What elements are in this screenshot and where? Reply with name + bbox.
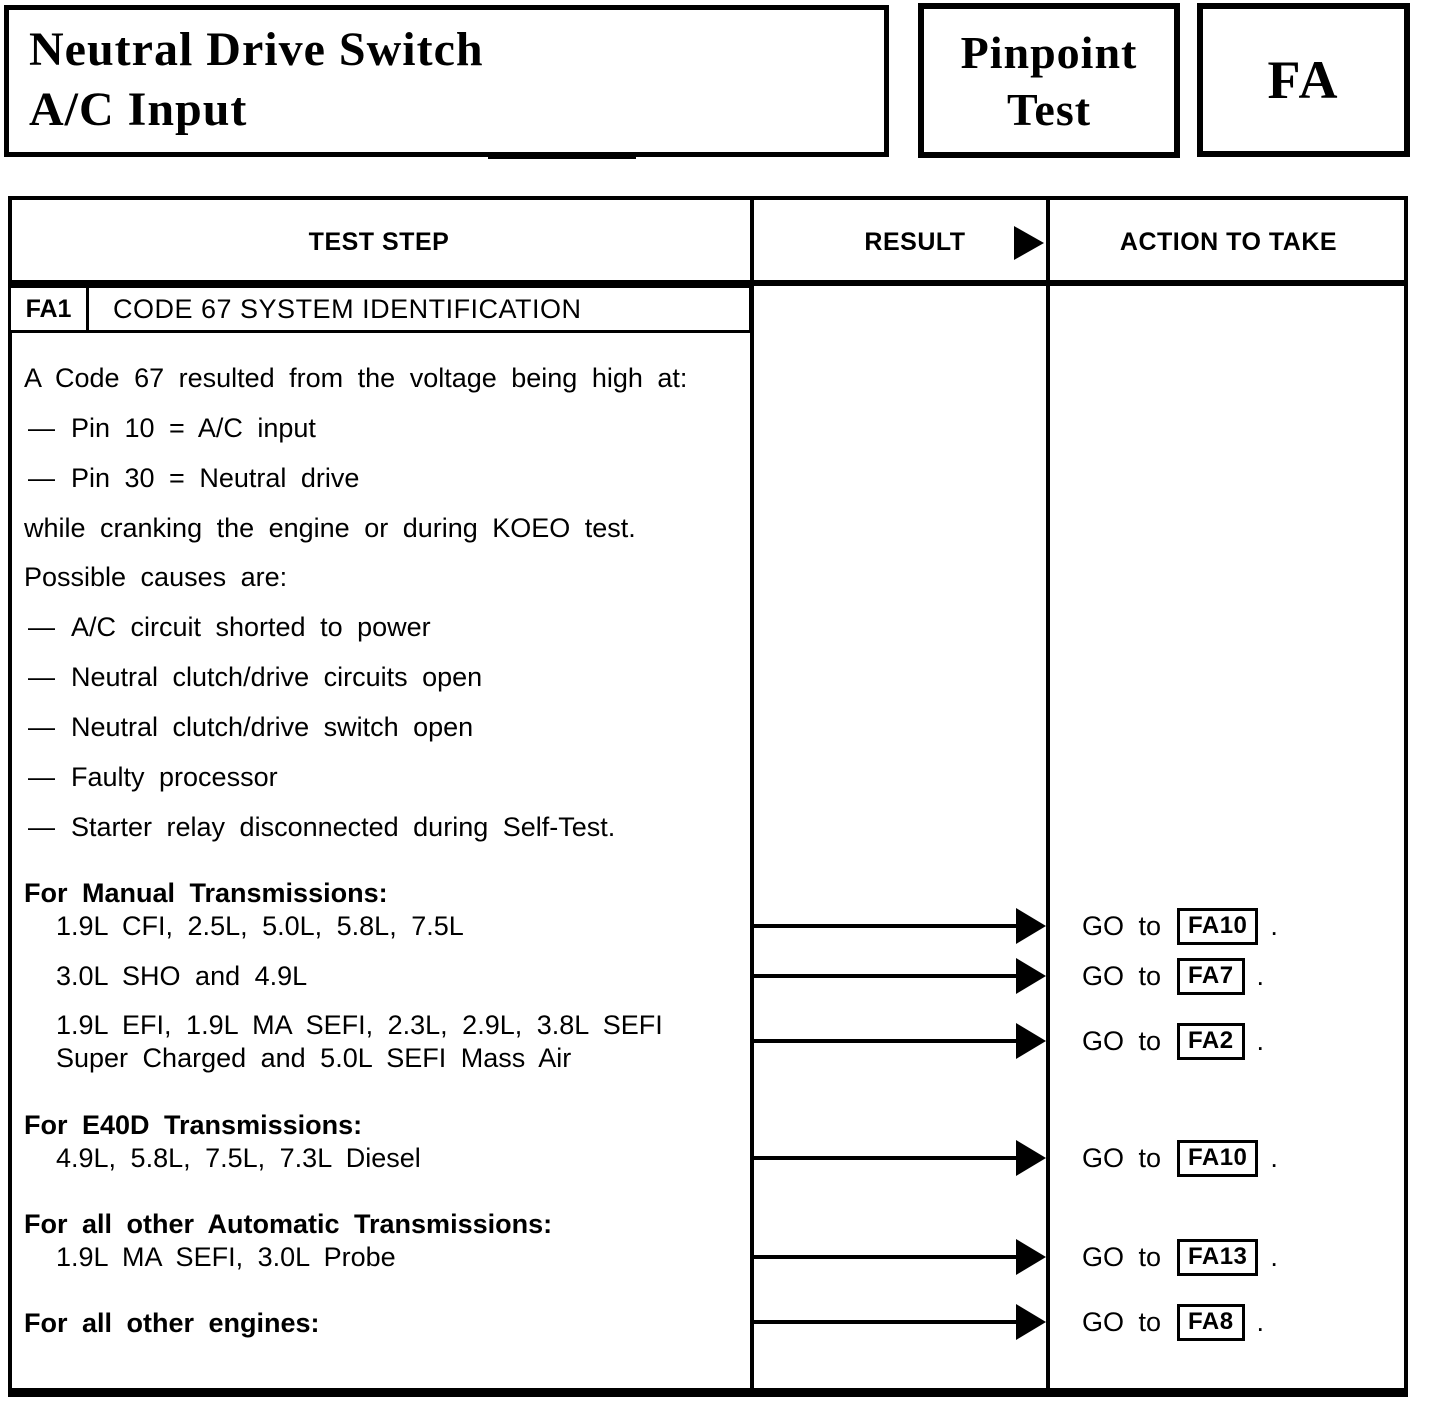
arrow-shaft <box>752 1156 1018 1160</box>
action-go-to <box>1082 907 1278 945</box>
section-heading-other-engines: For all other engines: <box>24 1308 320 1338</box>
action-go-to <box>1082 957 1264 995</box>
arrow-shaft <box>752 1320 1018 1324</box>
pin-list-item <box>28 462 359 495</box>
action-ref-box: FA8 <box>1177 1304 1245 1341</box>
action-ref-box: FA10 <box>1177 1140 1258 1177</box>
arrowhead-icon <box>1016 1304 1046 1340</box>
dash-bullet-icon: — <box>28 612 55 642</box>
arrow-shaft <box>752 974 1018 978</box>
action-suffix: . <box>1256 1025 1265 1056</box>
cause-list-item <box>28 661 482 694</box>
action-prefix: GO to <box>1082 1142 1162 1173</box>
pinpoint-label-line-1: Pinpoint <box>960 26 1138 78</box>
action-ref-box: FA7 <box>1177 958 1245 995</box>
pin-item-label: Pin 10 = A/C input <box>71 413 316 443</box>
engine-list-line: 1.9L CFI, 2.5L, 5.0L, 5.8L, 7.5L <box>56 911 464 941</box>
section-heading-e40d: For E40D Transmissions: <box>24 1110 363 1140</box>
arrowhead-icon <box>1016 1023 1046 1059</box>
engine-list-line: 1.9L EFI, 1.9L MA SEFI, 2.3L, 2.9L, 3.8L SEFI <box>56 1010 663 1040</box>
action-go-to <box>1082 1139 1278 1177</box>
engine-list-line: 4.9L, 5.8L, 7.5L, 7.3L Diesel <box>56 1143 421 1173</box>
cause-item-label: A/C circuit shorted to power <box>71 612 431 642</box>
section-heading-automatic: For all other Automatic Transmissions: <box>24 1209 553 1239</box>
cause-list-item <box>28 611 431 644</box>
test-step-title: CODE 67 SYSTEM IDENTIFICATION <box>113 293 582 324</box>
page-title-line-1: Neutral Drive Switch <box>29 23 484 76</box>
dash-bullet-icon: — <box>28 662 55 692</box>
test-code-label: FA <box>1267 50 1340 110</box>
action-prefix: GO to <box>1082 1241 1162 1272</box>
action-go-to <box>1082 1303 1264 1341</box>
cause-item-label: Faulty processor <box>71 762 278 792</box>
intro-text: A Code 67 resulted from the voltage being high at: <box>24 363 688 393</box>
scan-artifact-line <box>488 155 636 159</box>
pin-item-label: Pin 30 = Neutral drive <box>71 463 360 493</box>
possible-causes-label: Possible causes are: <box>24 562 288 592</box>
pinpoint-label-line-2: Test <box>1006 83 1092 135</box>
dash-bullet-icon: — <box>28 762 55 792</box>
engine-list-line: 1.9L MA SEFI, 3.0L Probe <box>56 1242 396 1272</box>
test-step-strip <box>8 285 752 333</box>
test-step-id: FA1 <box>11 288 89 330</box>
action-suffix: . <box>1256 960 1265 991</box>
cause-list-item <box>28 761 278 794</box>
column-header-result: RESULT <box>864 228 966 256</box>
action-suffix: . <box>1270 1241 1278 1272</box>
pin-list-item <box>28 412 316 445</box>
action-suffix: . <box>1270 910 1278 941</box>
column-divider-result-action <box>1046 196 1050 1397</box>
engine-list-line: Super Charged and 5.0L SEFI Mass Air <box>56 1043 572 1073</box>
dash-bullet-icon: — <box>28 413 55 443</box>
arrowhead-icon <box>1016 908 1046 944</box>
action-suffix: . <box>1256 1306 1265 1337</box>
action-prefix: GO to <box>1082 1025 1162 1056</box>
action-prefix: GO to <box>1082 1306 1162 1337</box>
cause-item-label: Neutral clutch/drive switch open <box>71 712 474 742</box>
dash-bullet-icon: — <box>28 812 55 842</box>
test-code-badge <box>1197 3 1410 157</box>
action-ref-box: FA2 <box>1177 1023 1245 1060</box>
cause-item-label: Neutral clutch/drive circuits open <box>71 662 483 692</box>
dash-bullet-icon: — <box>28 712 55 742</box>
arrowhead-icon <box>1016 1140 1046 1176</box>
while-cranking-text: while cranking the engine or during KOEO test. <box>24 513 636 543</box>
cause-list-item <box>28 811 615 844</box>
action-prefix: GO to <box>1082 910 1162 941</box>
pinpoint-test-badge <box>918 3 1180 158</box>
arrowhead-icon <box>1016 958 1046 994</box>
result-arrow-icon <box>1014 226 1044 260</box>
action-ref-box: FA13 <box>1177 1239 1258 1276</box>
engine-list-line: 3.0L SHO and 4.9L <box>56 961 308 991</box>
cause-list-item <box>28 711 473 744</box>
cause-item-label: Starter relay disconnected during Self-Test. <box>71 812 616 842</box>
action-go-to <box>1082 1238 1278 1276</box>
column-divider-test-result <box>750 196 754 1397</box>
column-header-action-to-take: ACTION TO TAKE <box>1119 228 1338 256</box>
arrow-shaft <box>752 924 1018 928</box>
arrow-shaft <box>752 1255 1018 1259</box>
column-header-test-step: TEST STEP <box>308 228 450 256</box>
action-suffix: . <box>1270 1142 1278 1173</box>
arrowhead-icon <box>1016 1239 1046 1275</box>
action-ref-box: FA10 <box>1177 908 1258 945</box>
arrow-shaft <box>752 1039 1018 1043</box>
document-title-box <box>4 5 889 157</box>
section-heading-manual: For Manual Transmissions: <box>24 878 388 908</box>
page-title-line-2: A/C Input <box>29 83 248 136</box>
action-prefix: GO to <box>1082 960 1162 991</box>
action-go-to <box>1082 1022 1264 1060</box>
dash-bullet-icon: — <box>28 463 55 493</box>
